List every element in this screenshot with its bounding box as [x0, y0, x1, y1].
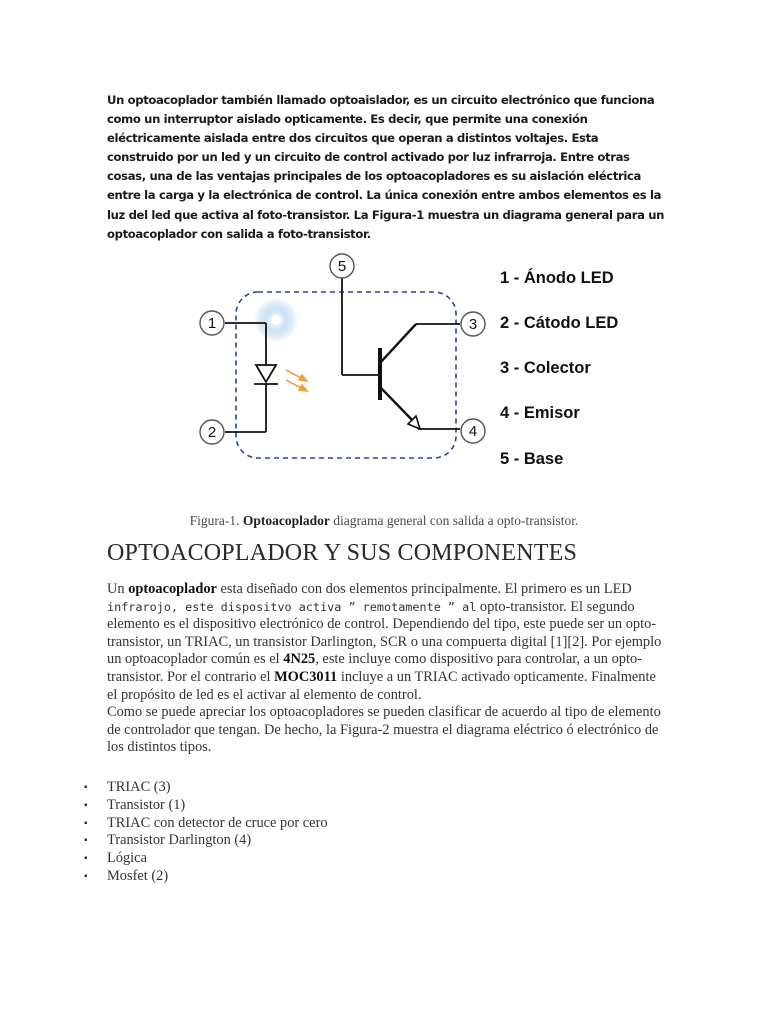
pin-4: [461, 419, 485, 443]
legend-item-collector: 3 - Colector: [500, 359, 591, 377]
term-moc3011: MOC3011: [274, 668, 338, 685]
list-item: ▪ TRIAC con detector de cruce por cero: [84, 814, 328, 831]
led-symbol: [254, 365, 278, 384]
svg-text:5: 5: [337, 258, 347, 275]
svg-text:1: 1: [207, 315, 217, 332]
term-optoacoplador: optoacoplador: [128, 581, 217, 597]
legend-item-emitter: 4 - Emisor: [500, 404, 580, 422]
list-item: ▪ TRIAC (3): [84, 779, 171, 795]
bullet-icon: ▪: [84, 835, 88, 847]
figure-caption: Figura-1. Optoacoplador diagrama general con salida a opto-transistor.: [189, 513, 579, 528]
legend-item-anode: 1 - Ánodo LED: [500, 269, 614, 287]
pin-2: [200, 420, 224, 444]
list-item: ▪ Lógica: [84, 850, 147, 867]
term-4n25: 4N25: [283, 651, 316, 668]
section-heading: OPTOACOPLADOR Y SUS COMPONENTES: [107, 540, 578, 566]
bullet-icon: ▪: [84, 870, 88, 882]
pin-1: [200, 311, 224, 335]
phototransistor-symbol: [380, 324, 460, 429]
list-item: ▪ Transistor Darlington (4): [84, 832, 252, 849]
bullet-icon: ▪: [84, 782, 88, 793]
legend-item-base: 5 - Base: [500, 450, 564, 468]
svg-text:3: 3: [468, 316, 478, 333]
list-item: ▪ Transistor (1): [84, 796, 186, 813]
svg-text:2: 2: [207, 424, 217, 441]
legend-item-cathode: 2 - Cátodo LED: [500, 314, 619, 332]
bullet-icon: ▪: [84, 817, 88, 829]
pin-legend: [500, 268, 618, 468]
pin-5: [330, 254, 354, 278]
caption-bold: Optoacoplador: [242, 513, 330, 528]
list-item: ▪ Mosfet (2): [84, 867, 169, 884]
bullet-icon: ▪: [84, 799, 88, 811]
svg-text:4: 4: [468, 423, 478, 440]
optocoupler-diagram: [190, 248, 640, 478]
pin-3: [461, 312, 485, 336]
optocoupler-types-list: [84, 779, 328, 886]
bullet-icon: ▪: [84, 853, 88, 865]
monospace-fragment: infrarojo, este dispositvo activa ” remotamente ” al: [107, 599, 477, 614]
section-body: Un optoacoplador esta diseñado con dos elementos principalmente. El primero es un LED infrarojo, este dispositvo activa ” remotamente ” al opto-transistor. El segundo elemento es el dispositivo electrónico de control. Dependiendo del tipo, este puede ser un opto-transistor, un TRIAC, un transistor Darlington, SCR o una compuerta digital [1][2]. Por ejemplo un optoacoplador común es el 4N25, este incluye como dispositivo para controlar, a un opto-transistor. Por el contrario el MOC3011 incluye a un TRIAC activado opticamente. Finalmente el propósito de led es el activar al elemento de control. Como se puede apreciar los optoacopladores se pueden clasificar de acuerdo al tipo de elemento de controlador que tengan. De hecho, la Figura-2 muestra el diagrama eléctrico ó electrónico de los distintos tipos.: [107, 581, 662, 756]
section-paragraph-2: Como se puede apreciar los optoacopladores se pueden clasificar de acuerdo al tipo de elemento de controlador que tengan. De hecho, la Figura-2 muestra el diagrama eléctrico ó electrónico de los distintos tipos.: [107, 704, 661, 756]
intro-paragraph: Un optoacoplador también llamado optoaislador, es un circuito electrónico que funciona como un interruptor aislado opticamente. Es decir, que permite una conexión eléctricamente aislada entre dos circuitos que operan a distintos voltajes. Esta construido por un led y un circuito de control activado por luz infrarroja. Entre otras cosas, una de las ventajas principales de los optoacopladores es su aislación eléctrica entre la carga y la electrónica de control. La única conexión entre ambos elementos es la luz del led que activa al foto-transistor. La Figura-1 muestra un diagrama general para un optoacoplador con salida a foto-transistor.: [107, 93, 665, 241]
light-emission-arrows: [286, 370, 307, 391]
